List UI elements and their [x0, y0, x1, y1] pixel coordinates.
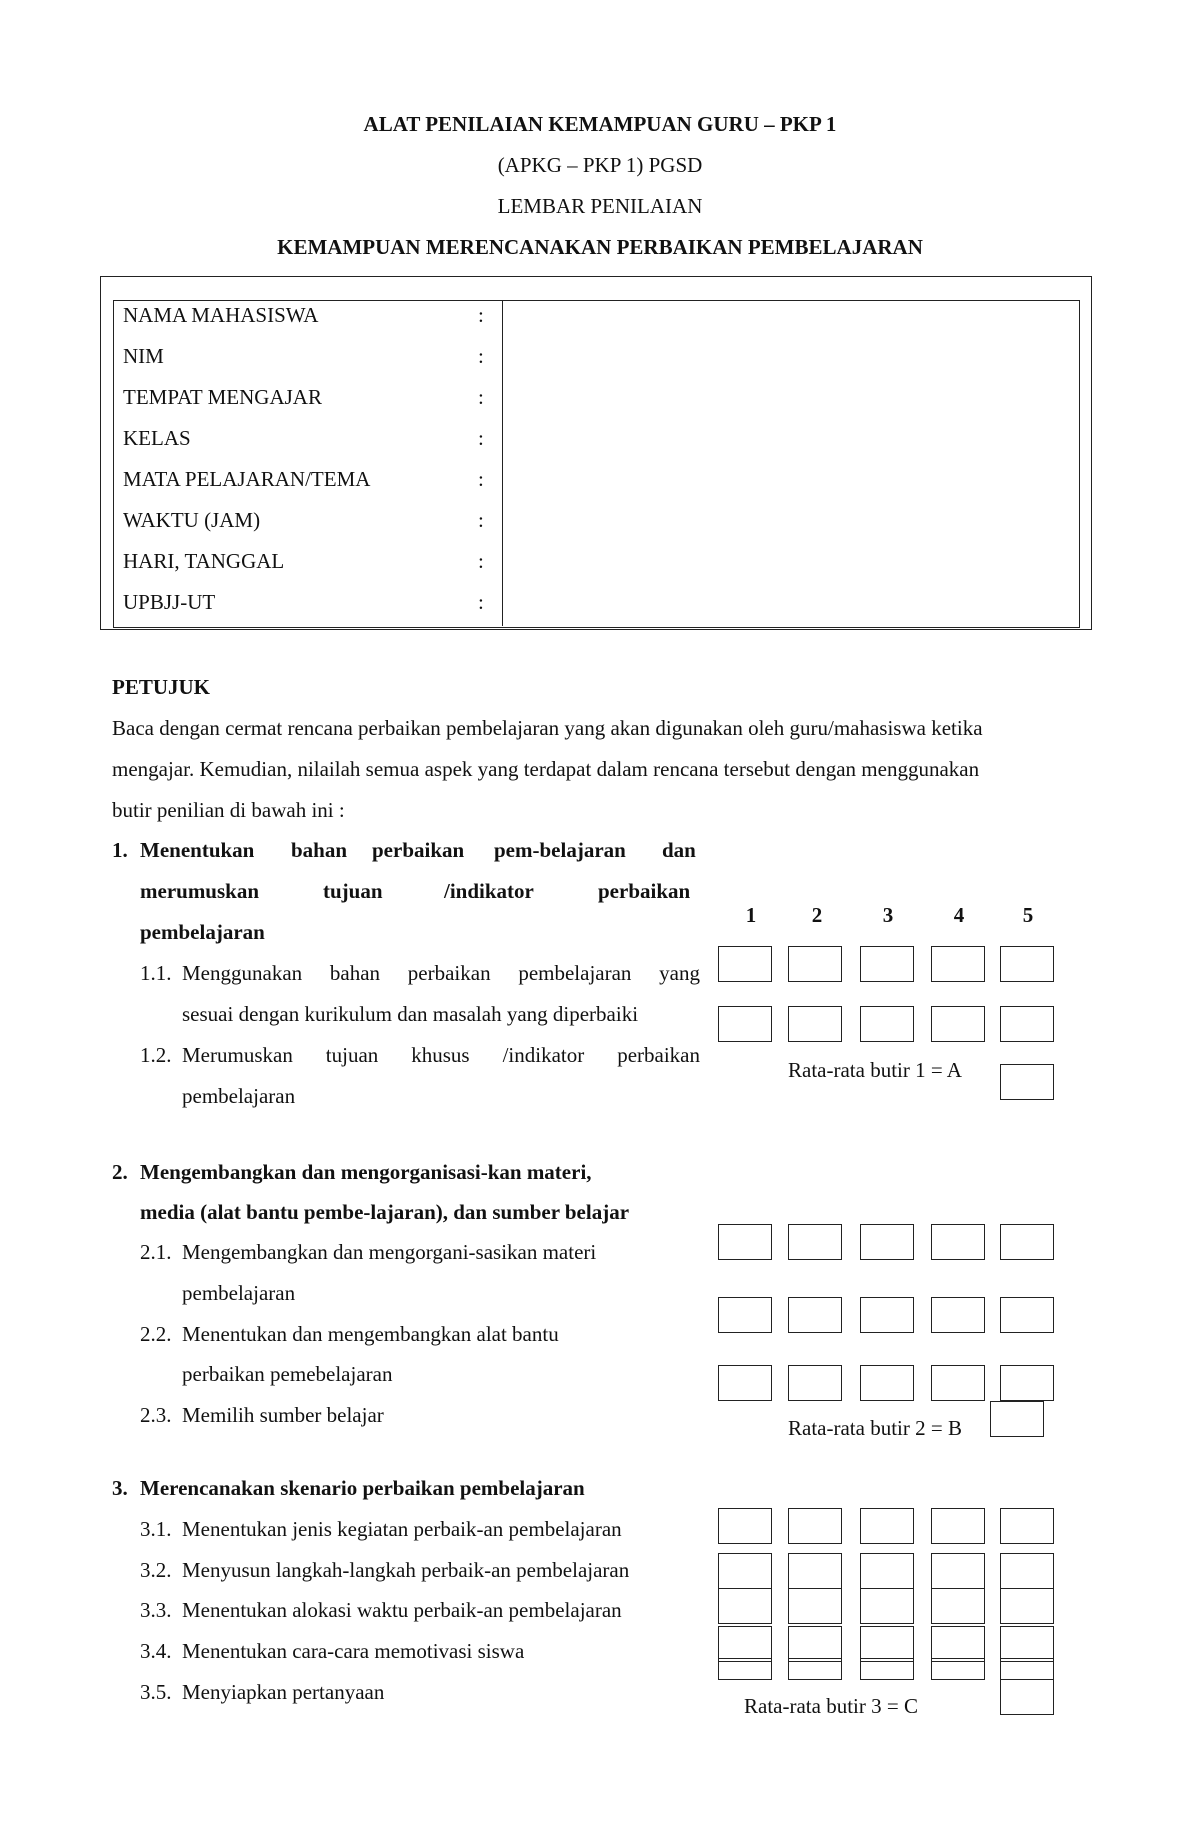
field-label-tempat: TEMPAT MENGAJAR	[123, 385, 322, 409]
item-text: sesuai dengan kurikulum dan masalah yang diperbaiki	[182, 1002, 639, 1026]
score-box[interactable]	[931, 1006, 985, 1042]
section1-title-word: merumuskan	[140, 879, 260, 903]
average-box[interactable]	[1000, 1064, 1054, 1100]
score-box[interactable]	[1000, 1626, 1054, 1662]
field-colon: :	[478, 344, 484, 368]
score-box[interactable]	[788, 1365, 842, 1401]
score-box[interactable]	[860, 1508, 914, 1544]
average-label: Rata-rata butir 2 = B	[788, 1416, 962, 1440]
score-box[interactable]	[931, 1553, 985, 1589]
section2-number: 2.	[112, 1160, 128, 1184]
scale-label-1: 1	[745, 903, 757, 927]
section2-title: Mengembangkan dan mengorganisasi-kan materi,	[140, 1160, 592, 1184]
item-text: Menyusun langkah-langkah perbaik-an pembelajaran	[182, 1558, 630, 1582]
average-box[interactable]	[990, 1401, 1044, 1437]
item-text: Mengembangkan dan mengorgani-sasikan materi	[182, 1240, 597, 1264]
average-label: Rata-rata butir 3 = C	[744, 1694, 918, 1718]
score-box[interactable]	[1000, 1553, 1054, 1589]
item-number: 1.2.	[140, 1043, 172, 1067]
section1-number: 1.	[112, 838, 128, 862]
item-number: 2.3.	[140, 1403, 172, 1427]
instructions-line-3: butir penilian di bawah ini :	[112, 798, 345, 822]
section3-title: Merencanakan skenario perbaikan pembelajaran	[140, 1476, 585, 1500]
score-box[interactable]	[788, 1297, 842, 1333]
score-box[interactable]	[1000, 1658, 1054, 1680]
score-box[interactable]	[860, 1588, 914, 1624]
score-box[interactable]	[788, 1553, 842, 1589]
score-box[interactable]	[788, 1658, 842, 1680]
score-box[interactable]	[718, 1224, 772, 1260]
item-text: Menggunakan bahan perbaikan pembelajaran yang	[182, 961, 700, 985]
field-label-upbjj: UPBJJ-UT	[123, 590, 216, 614]
score-box[interactable]	[1000, 1006, 1054, 1042]
score-box[interactable]	[931, 1626, 985, 1662]
section1-title-word: pembelajaran	[140, 920, 265, 944]
score-box[interactable]	[931, 1365, 985, 1401]
item-text: Menentukan cara-cara memotivasi siswa	[182, 1639, 525, 1663]
score-box[interactable]	[860, 1626, 914, 1662]
score-box[interactable]	[1000, 1365, 1054, 1401]
score-box[interactable]	[931, 1588, 985, 1624]
score-box[interactable]	[931, 946, 985, 982]
item-text: pembelajaran	[182, 1281, 296, 1305]
field-colon: :	[478, 426, 484, 450]
score-box[interactable]	[718, 1508, 772, 1544]
title-line-3: LEMBAR PENILAIAN	[497, 194, 703, 218]
score-box[interactable]	[931, 1224, 985, 1260]
score-box[interactable]	[860, 1297, 914, 1333]
section1-title-word: pem-belajaran	[494, 838, 626, 862]
field-colon: :	[478, 385, 484, 409]
field-label-nim: NIM	[123, 344, 164, 368]
score-box[interactable]	[1000, 1297, 1054, 1333]
field-label-mapel: MATA PELAJARAN/TEMA	[123, 467, 371, 491]
scale-label-2: 2	[811, 903, 823, 927]
item-number: 3.3.	[140, 1598, 172, 1622]
score-box[interactable]	[718, 946, 772, 982]
item-text: Menentukan alokasi waktu perbaik-an pembelajaran	[182, 1598, 622, 1622]
section1-title-word: perbaikan	[372, 838, 465, 862]
title-line-4: KEMAMPUAN MERENCANAKAN PERBAIKAN PEMBELAJARAN	[277, 235, 923, 259]
field-colon: :	[478, 467, 484, 491]
score-box[interactable]	[1000, 1224, 1054, 1260]
score-box[interactable]	[931, 1658, 985, 1680]
score-box[interactable]	[931, 1297, 985, 1333]
section1-title-word: dan	[662, 838, 696, 862]
section1-title-word: perbaikan	[598, 879, 691, 903]
scale-label-3: 3	[882, 903, 894, 927]
field-label-kelas: KELAS	[123, 426, 191, 450]
identity-box-inner	[113, 300, 1080, 628]
item-text: perbaikan pemebelajaran	[182, 1362, 393, 1386]
item-text: Menentukan jenis kegiatan perbaik-an pembelajaran	[182, 1517, 622, 1541]
instructions-line-1: Baca dengan cermat rencana perbaikan pembelajaran yang akan digunakan oleh guru/mahasiswa ketika	[112, 716, 983, 740]
item-number: 3.1.	[140, 1517, 172, 1541]
title-line-1: ALAT PENILAIAN KEMAMPUAN GURU – PKP 1	[363, 112, 837, 136]
item-text: Merumuskan tujuan khusus /indikator perbaikan	[182, 1043, 700, 1067]
item-text: Memilih sumber belajar	[182, 1403, 384, 1427]
score-box[interactable]	[860, 1658, 914, 1680]
field-colon: :	[478, 508, 484, 532]
field-colon: :	[478, 590, 484, 614]
score-box[interactable]	[718, 1553, 772, 1589]
section1-title-word: Menentukan	[140, 838, 255, 862]
item-text: Menyiapkan pertanyaan	[182, 1680, 385, 1704]
average-box[interactable]	[1000, 1679, 1054, 1715]
instructions-heading: PETUJUK	[112, 675, 211, 699]
scale-label-4: 4	[953, 903, 965, 927]
instructions-line-2: mengajar. Kemudian, nilailah semua aspek yang terdapat dalam rencana tersebut dengan menggunakan	[112, 757, 980, 781]
item-number: 3.5.	[140, 1680, 172, 1704]
item-number: 3.2.	[140, 1558, 172, 1582]
score-box[interactable]	[788, 1588, 842, 1624]
item-number: 3.4.	[140, 1639, 172, 1663]
average-label: Rata-rata butir 1 = A	[788, 1058, 962, 1082]
field-label-nama: NAMA MAHASISWA	[123, 303, 319, 327]
score-box[interactable]	[860, 1224, 914, 1260]
score-box[interactable]	[1000, 1508, 1054, 1544]
section2-title: media (alat bantu pembe-lajaran), dan sumber belajar	[140, 1200, 630, 1224]
title-line-2: (APKG – PKP 1) PGSD	[497, 153, 703, 177]
item-number: 1.1.	[140, 961, 172, 985]
score-box[interactable]	[1000, 946, 1054, 982]
field-colon: :	[478, 303, 484, 327]
score-box[interactable]	[860, 1553, 914, 1589]
score-box[interactable]	[788, 1508, 842, 1544]
section1-title-word: tujuan	[323, 879, 383, 903]
score-box[interactable]	[931, 1508, 985, 1544]
field-label-waktu: WAKTU (JAM)	[123, 508, 261, 532]
item-number: 2.1.	[140, 1240, 172, 1264]
section1-title-word: /indikator	[444, 879, 534, 903]
identity-box-divider	[502, 300, 503, 626]
score-box[interactable]	[718, 1588, 772, 1624]
item-text: pembelajaran	[182, 1084, 296, 1108]
score-box[interactable]	[718, 1626, 772, 1662]
score-box[interactable]	[860, 1006, 914, 1042]
section3-number: 3.	[112, 1476, 128, 1500]
score-box[interactable]	[788, 1224, 842, 1260]
section1-title-word: bahan	[291, 838, 348, 862]
scale-label-5: 5	[1022, 903, 1034, 927]
score-box[interactable]	[718, 1006, 772, 1042]
score-box[interactable]	[1000, 1588, 1054, 1624]
field-colon: :	[478, 549, 484, 573]
item-text: Menentukan dan mengembangkan alat bantu	[182, 1322, 559, 1346]
score-box[interactable]	[788, 1626, 842, 1662]
field-label-hari: HARI, TANGGAL	[123, 549, 285, 573]
score-box[interactable]	[718, 1658, 772, 1680]
score-box[interactable]	[860, 1365, 914, 1401]
score-box[interactable]	[718, 1365, 772, 1401]
score-box[interactable]	[788, 946, 842, 982]
item-number: 2.2.	[140, 1322, 172, 1346]
score-box[interactable]	[788, 1006, 842, 1042]
score-box[interactable]	[860, 946, 914, 982]
score-box[interactable]	[718, 1297, 772, 1333]
